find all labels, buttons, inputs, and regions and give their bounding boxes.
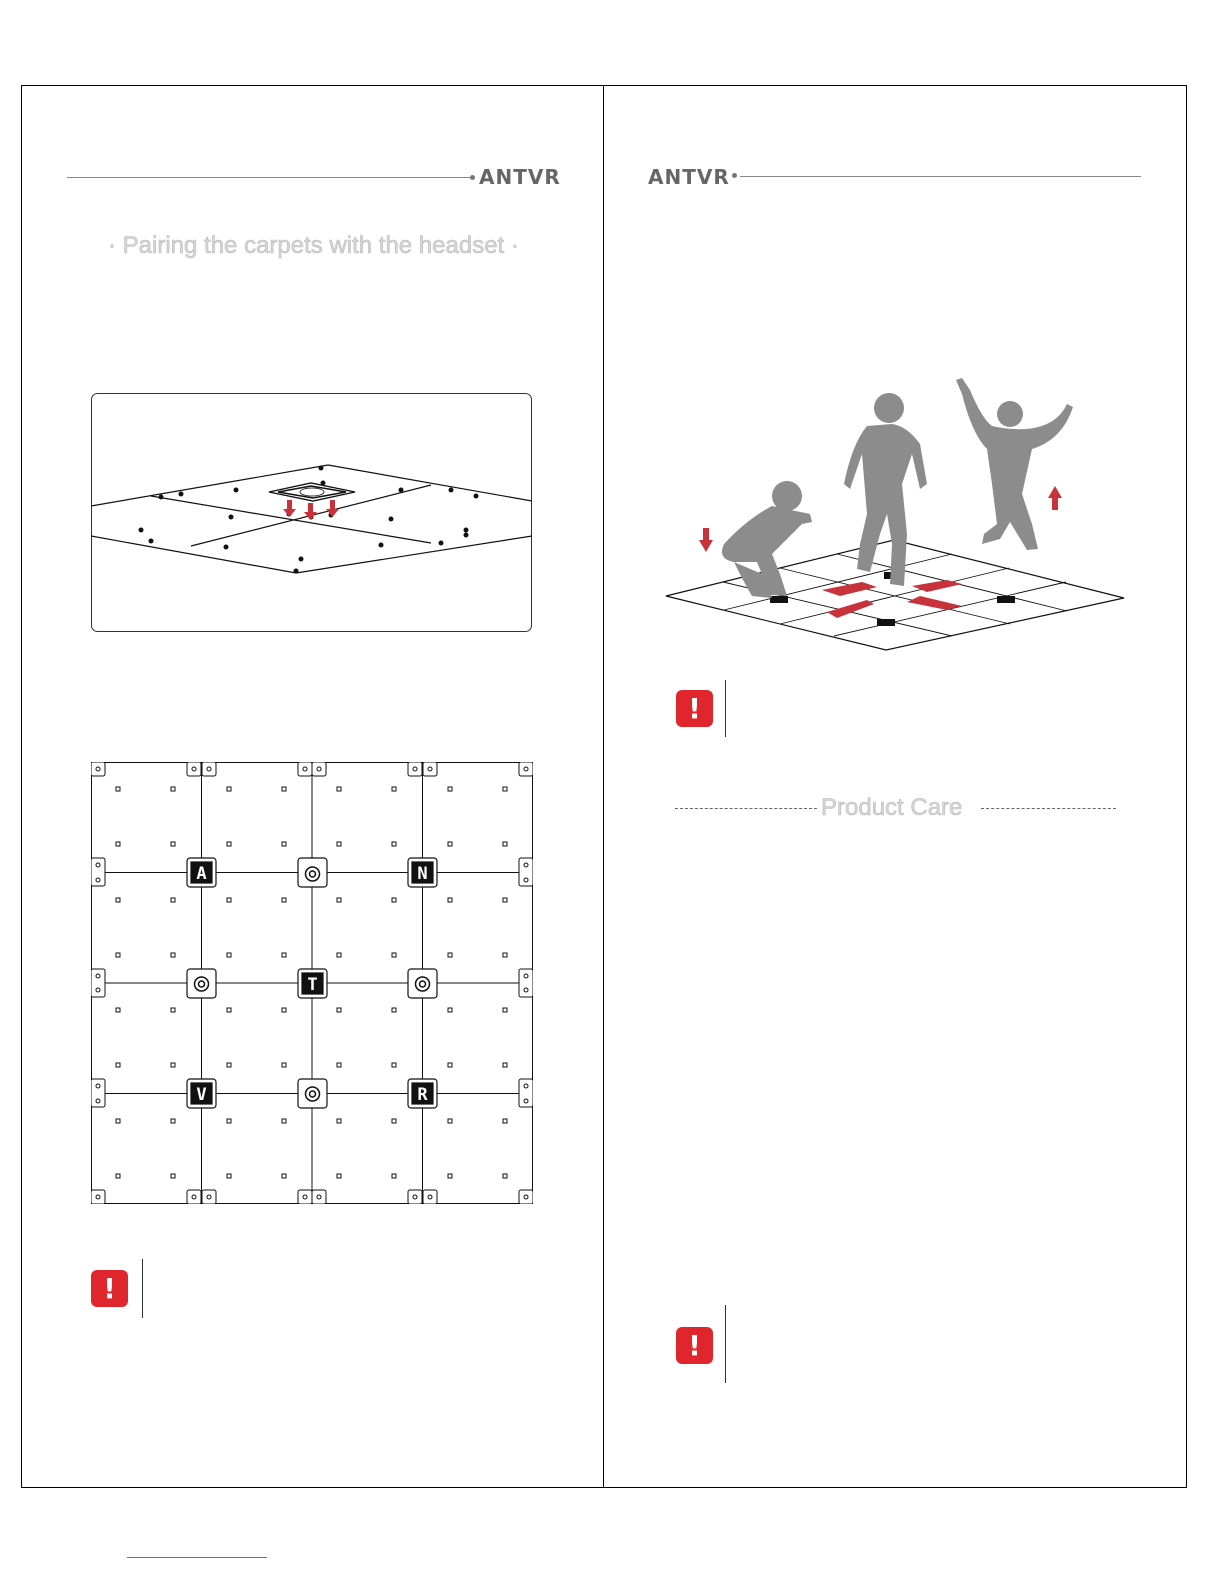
carpet-pairing-illustration bbox=[91, 393, 532, 632]
exclamation-icon: ! bbox=[676, 1327, 713, 1364]
marker-v: V bbox=[196, 1085, 207, 1105]
marker-t: T bbox=[307, 975, 318, 995]
right-header-dot bbox=[732, 173, 737, 178]
marker-a: A bbox=[196, 864, 207, 884]
right-header-rule bbox=[740, 176, 1141, 177]
marker-r: R bbox=[417, 1085, 428, 1105]
carpet-grid-layout bbox=[91, 762, 533, 1204]
product-care-rule-left bbox=[675, 808, 817, 809]
footer-link-underline[interactable] bbox=[127, 1557, 267, 1558]
players-on-carpet-illustration bbox=[662, 374, 1130, 654]
left-header-rule bbox=[67, 177, 472, 178]
left-brand-logo: ANTVR bbox=[479, 165, 561, 189]
left-section-heading: · Pairing the carpets with the headset · bbox=[108, 232, 519, 259]
marker-n: N bbox=[417, 864, 428, 884]
product-care-rule-right bbox=[981, 808, 1116, 809]
exclamation-icon: ! bbox=[91, 1270, 128, 1307]
left-warning-bar bbox=[142, 1259, 143, 1318]
right-warning-bar-2 bbox=[725, 1305, 726, 1383]
right-brand-logo: ANTVR bbox=[648, 165, 730, 189]
exclamation-icon: ! bbox=[676, 690, 713, 727]
product-care-heading: Product Care bbox=[821, 794, 963, 821]
page-divider bbox=[603, 85, 604, 1488]
left-header-dot bbox=[470, 175, 475, 180]
right-warning-bar-1 bbox=[725, 680, 726, 737]
